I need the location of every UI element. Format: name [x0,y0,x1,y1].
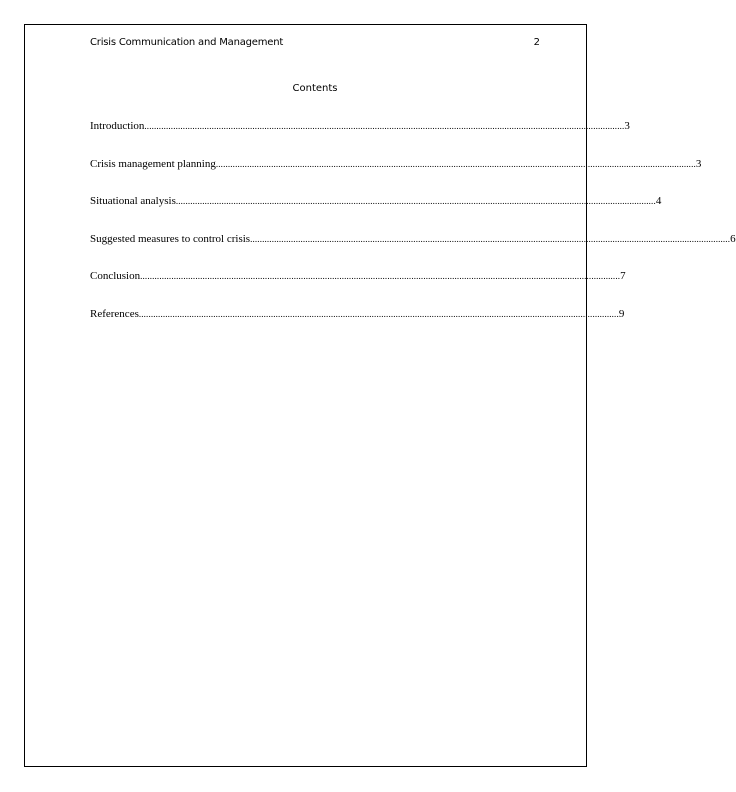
running-header-title: Crisis Communication and Management [90,37,284,48]
toc-entry-page: 3 [624,120,630,132]
toc-entry-page: 7 [620,270,626,283]
toc-entry-label: Situational analysis [90,195,176,208]
toc-entry-label: Crisis management planning [90,157,216,170]
toc-dot-leader: ........................................................................................................................................................................................................ [138,308,619,319]
toc-dot-leader: ........................................................................................................................................................................................................ [140,271,621,282]
page-number: 2 [533,37,540,48]
toc-entry-crisis-management-planning[interactable] [90,157,702,195]
toc-dot-leader: ........................................................................................................................................................................................................ [175,196,656,207]
toc-entry-page: 3 [695,157,702,170]
toc-entry-conclusion[interactable] [90,269,626,307]
table-of-contents [90,119,736,345]
toc-entry-page: 9 [618,307,625,320]
toc-entry-page: 6 [730,232,736,245]
toc-entry-page: 4 [655,195,662,208]
toc-dot-leader: ........................................................................................................................................................................................................ [215,158,696,169]
toc-entry-label: References [90,307,139,320]
toc-entry-label: Suggested measures to control crisis [90,232,251,245]
toc-heading: Contents [292,83,338,94]
toc-dot-leader: ........................................................................................................................................................................................................ [250,233,731,244]
toc-entry-references[interactable] [90,307,625,345]
toc-entry-label: Introduction [90,120,145,132]
toc-entry-label: Conclusion [90,270,141,283]
toc-dot-leader: ........................................................................................................................................................................................................ [144,121,625,131]
toc-entry-introduction[interactable] [90,119,630,157]
toc-entry-situational-analysis[interactable] [90,194,662,232]
toc-entry-suggested-measures[interactable] [90,232,736,270]
